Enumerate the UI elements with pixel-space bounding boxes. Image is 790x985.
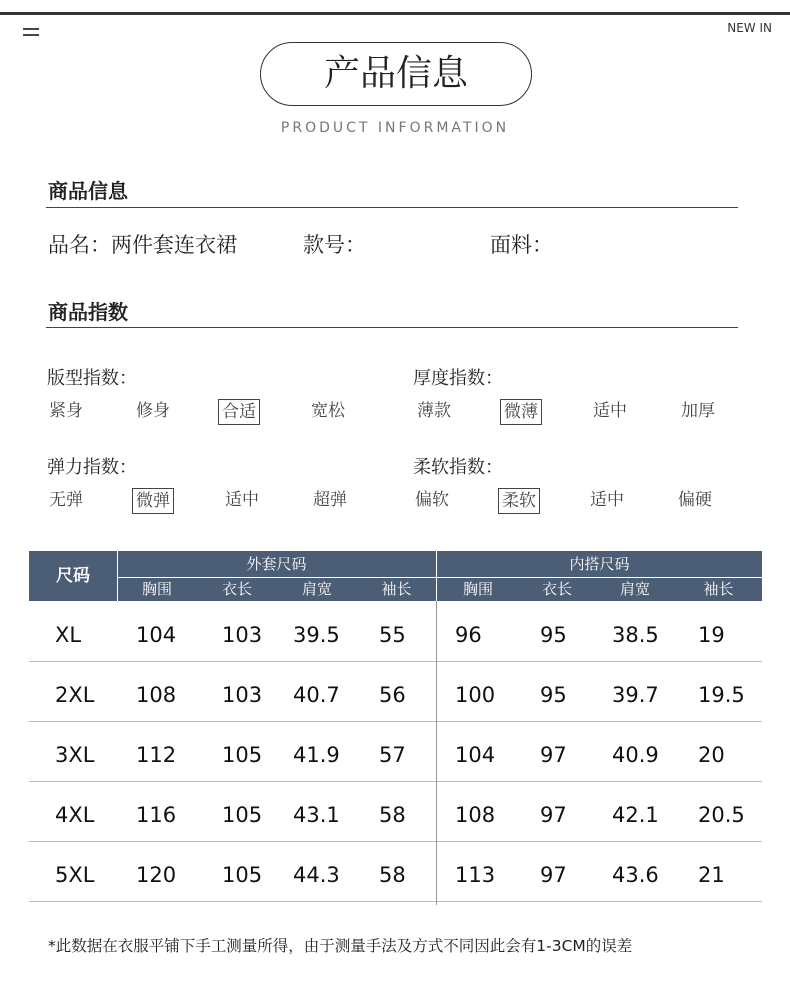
measurement-cell: 97	[540, 743, 567, 767]
measurement-footnote: *此数据在衣服平铺下手工测量所得，由于测量手法及方式不同因此会有1-3CM的误差	[48, 937, 633, 955]
row-divider	[29, 661, 762, 662]
fit-option-selected: 合适	[218, 399, 260, 425]
measurement-cell: 40.7	[293, 683, 340, 707]
measurement-cell: 104	[136, 623, 177, 647]
fit-option: 宽松	[311, 401, 345, 421]
measurement-cell: 103	[222, 683, 263, 707]
size-column-header: 尺码	[56, 566, 90, 586]
row-divider	[29, 721, 762, 722]
measurement-cell: 44.3	[293, 863, 340, 887]
softness-option: 偏硬	[678, 490, 712, 510]
measurement-cell: 116	[136, 803, 177, 827]
measurement-cell: 20.5	[698, 803, 745, 827]
measurement-cell: 97	[540, 803, 567, 827]
thickness-index-label: 厚度指数：	[413, 368, 503, 389]
measurement-cell: 41.9	[293, 743, 340, 767]
sub-column-header: 衣长	[221, 580, 252, 598]
measurement-cell: 103	[222, 623, 263, 647]
softness-option-selected: 柔软	[498, 488, 540, 514]
measurement-cell: 97	[540, 863, 567, 887]
thickness-option: 薄款	[417, 401, 451, 421]
table-row	[29, 605, 762, 665]
measurement-cell: 19	[698, 623, 725, 647]
product-info-heading: 商品信息	[48, 179, 128, 203]
measurement-cell: 43.6	[612, 863, 659, 887]
sub-column-header: 肩宽	[619, 580, 650, 598]
product-name: 品名：两件套连衣裙	[48, 233, 237, 257]
fit-index-label: 版型指数：	[47, 368, 137, 389]
thickness-option: 适中	[593, 401, 627, 421]
table-row	[29, 845, 762, 905]
thickness-option: 加厚	[681, 401, 715, 421]
measurement-cell: 57	[379, 743, 406, 767]
measurement-cell: 21	[698, 863, 725, 887]
elasticity-index-label: 弹力指数：	[47, 457, 137, 478]
table-row	[29, 725, 762, 785]
row-divider	[29, 841, 762, 842]
fit-option: 修身	[136, 401, 170, 421]
page-subtitle: PRODUCT INFORMATION	[280, 120, 510, 136]
measurement-cell: 105	[222, 803, 263, 827]
style-number: 款号：	[303, 233, 366, 257]
fabric: 面料：	[490, 233, 553, 257]
measurement-cell: 96	[455, 623, 482, 647]
sub-column-header: 胸围	[462, 580, 493, 598]
measurement-cell: 38.5	[612, 623, 659, 647]
page-title: 产品信息	[260, 42, 532, 106]
new-in-label: NEW IN	[727, 21, 772, 35]
thickness-option-selected: 微薄	[500, 399, 542, 425]
measurement-cell: 108	[455, 803, 496, 827]
table-divider	[436, 601, 437, 905]
measurement-cell: 56	[379, 683, 406, 707]
elasticity-option-selected: 微弹	[132, 488, 174, 514]
measurement-cell: 40.9	[612, 743, 659, 767]
sub-column-header: 袖长	[703, 580, 734, 598]
table-row	[29, 665, 762, 725]
measurement-cell: 39.7	[612, 683, 659, 707]
measurement-cell: 112	[136, 743, 177, 767]
measurement-cell: 108	[136, 683, 177, 707]
section-divider	[46, 207, 738, 208]
table-row	[29, 785, 762, 845]
size-cell: 5XL	[55, 863, 95, 887]
top-bar	[0, 12, 790, 15]
elasticity-option: 无弹	[49, 490, 83, 510]
measurement-cell: 42.1	[612, 803, 659, 827]
elasticity-option: 适中	[225, 490, 259, 510]
product-index-heading: 商品指数	[48, 300, 128, 324]
measurement-cell: 95	[540, 683, 567, 707]
measurement-cell: 105	[222, 863, 263, 887]
elasticity-option: 超弹	[313, 490, 347, 510]
measurement-cell: 100	[455, 683, 496, 707]
softness-option: 适中	[590, 490, 624, 510]
measurement-cell: 104	[455, 743, 496, 767]
measurement-cell: 19.5	[698, 683, 745, 707]
row-divider	[29, 781, 762, 782]
outer-size-header: 外套尺码	[246, 555, 307, 573]
sub-column-header: 胸围	[141, 580, 172, 598]
sub-column-header: 袖长	[381, 580, 412, 598]
measurement-cell: 55	[379, 623, 406, 647]
size-table-header	[29, 551, 762, 601]
size-cell: 3XL	[55, 743, 95, 767]
softness-option: 偏软	[415, 490, 449, 510]
measurement-cell: 113	[455, 863, 496, 887]
row-divider	[29, 901, 762, 902]
measurement-cell: 58	[379, 803, 406, 827]
size-cell: 2XL	[55, 683, 95, 707]
measurement-cell: 58	[379, 863, 406, 887]
measurement-cell: 120	[136, 863, 177, 887]
menu-icon[interactable]	[23, 28, 39, 38]
size-cell: 4XL	[55, 803, 95, 827]
fit-option: 紧身	[49, 401, 83, 421]
measurement-cell: 39.5	[293, 623, 340, 647]
sub-column-header: 肩宽	[301, 580, 332, 598]
softness-index-label: 柔软指数：	[413, 457, 503, 478]
measurement-cell: 20	[698, 743, 725, 767]
measurement-cell: 43.1	[293, 803, 340, 827]
measurement-cell: 95	[540, 623, 567, 647]
size-cell: XL	[55, 623, 82, 647]
measurement-cell: 105	[222, 743, 263, 767]
sub-column-header: 衣长	[541, 580, 572, 598]
inner-size-header: 内搭尺码	[569, 555, 630, 573]
section-divider	[46, 327, 738, 328]
